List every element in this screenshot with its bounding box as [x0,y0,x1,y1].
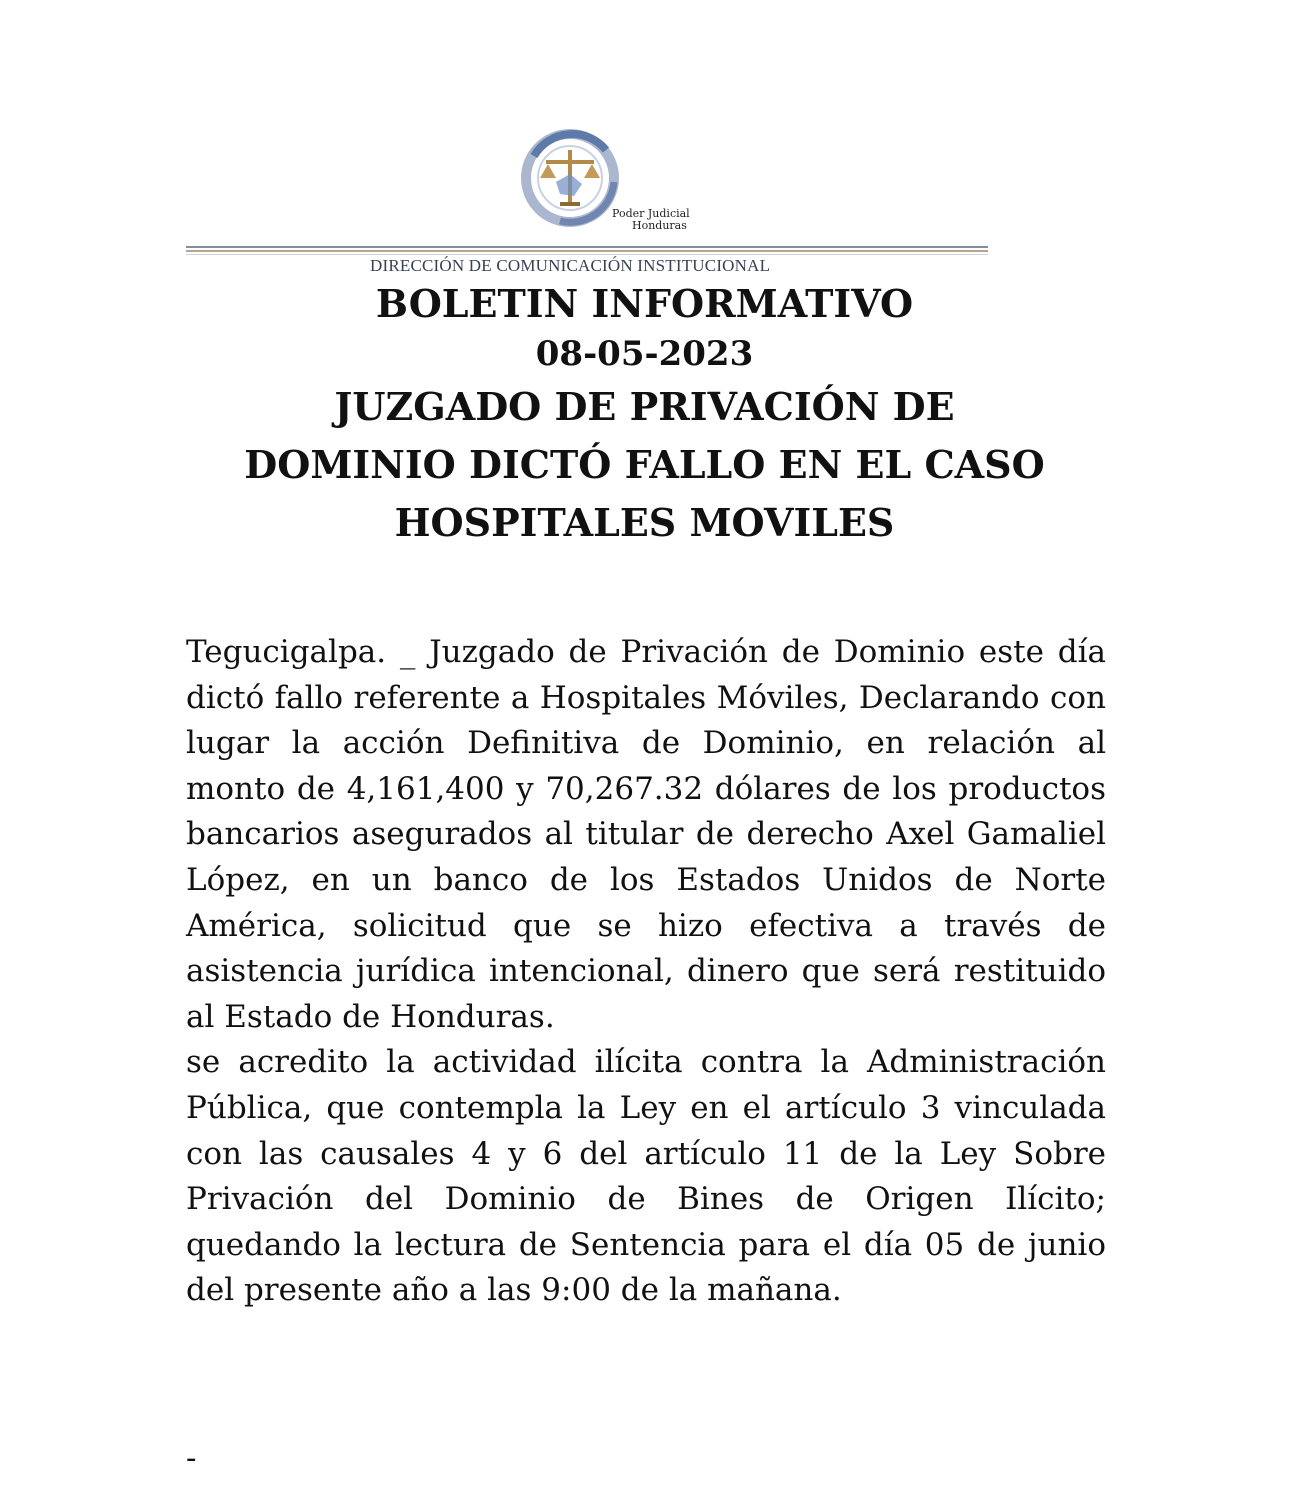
header-divider [186,246,988,248]
logo-text-line2: Honduras [632,219,687,232]
title-line: DOMINIO DICTÓ FALLO EN EL CASO [244,442,1045,487]
title-line: HOSPITALES MOVILES [394,500,895,545]
bulletin-heading: BOLETIN INFORMATIVO [375,281,914,326]
article-paragraph: se acredito la actividad ilícita contra la Administración Pública, que contempla la Ley en el artículo 3 vinculada con las causales 4 y 6 del artículo 11 de la Ley Sobre Privación del Dominio de Bines de Origen Ilícito; quedando la lectura de Sentencia para el día 05 de junio del presente año a las 9:00 de la mañana. [186,1044,1106,1309]
title-line: JUZGADO DE PRIVACIÓN DE [334,384,955,429]
logo [520,126,700,242]
header-divider-gold [186,250,988,252]
department-name: DIRECCIÓN DE COMUNICACIÓN INSTITUCIONAL [370,256,771,275]
header-divider-light [186,254,988,255]
logo-text [612,208,690,232]
logo-text-line1: Poder Judicial [612,207,690,220]
end-marker: - [186,1440,197,1476]
article-body [186,630,1106,1314]
page-title [0,378,1289,552]
bulletin-date: 08-05-2023 [535,334,754,374]
article-paragraph: Tegucigalpa. _ Juzgado de Privación de Dominio este día dictó fallo referente a Hospitales Móviles, Declarando con lugar la acción Definitiva de Dominio, en relación al monto de 4,161,400 y 70,267.32 dólares de los productos bancarios asegurados al titular de derecho Axel Gamaliel López, en un banco de los Estados Unidos de Norte América, solicitud que se hizo efectiva a través de asistencia jurídica intencional, dinero que será restituido al Estado de Honduras. [186,634,1106,1035]
